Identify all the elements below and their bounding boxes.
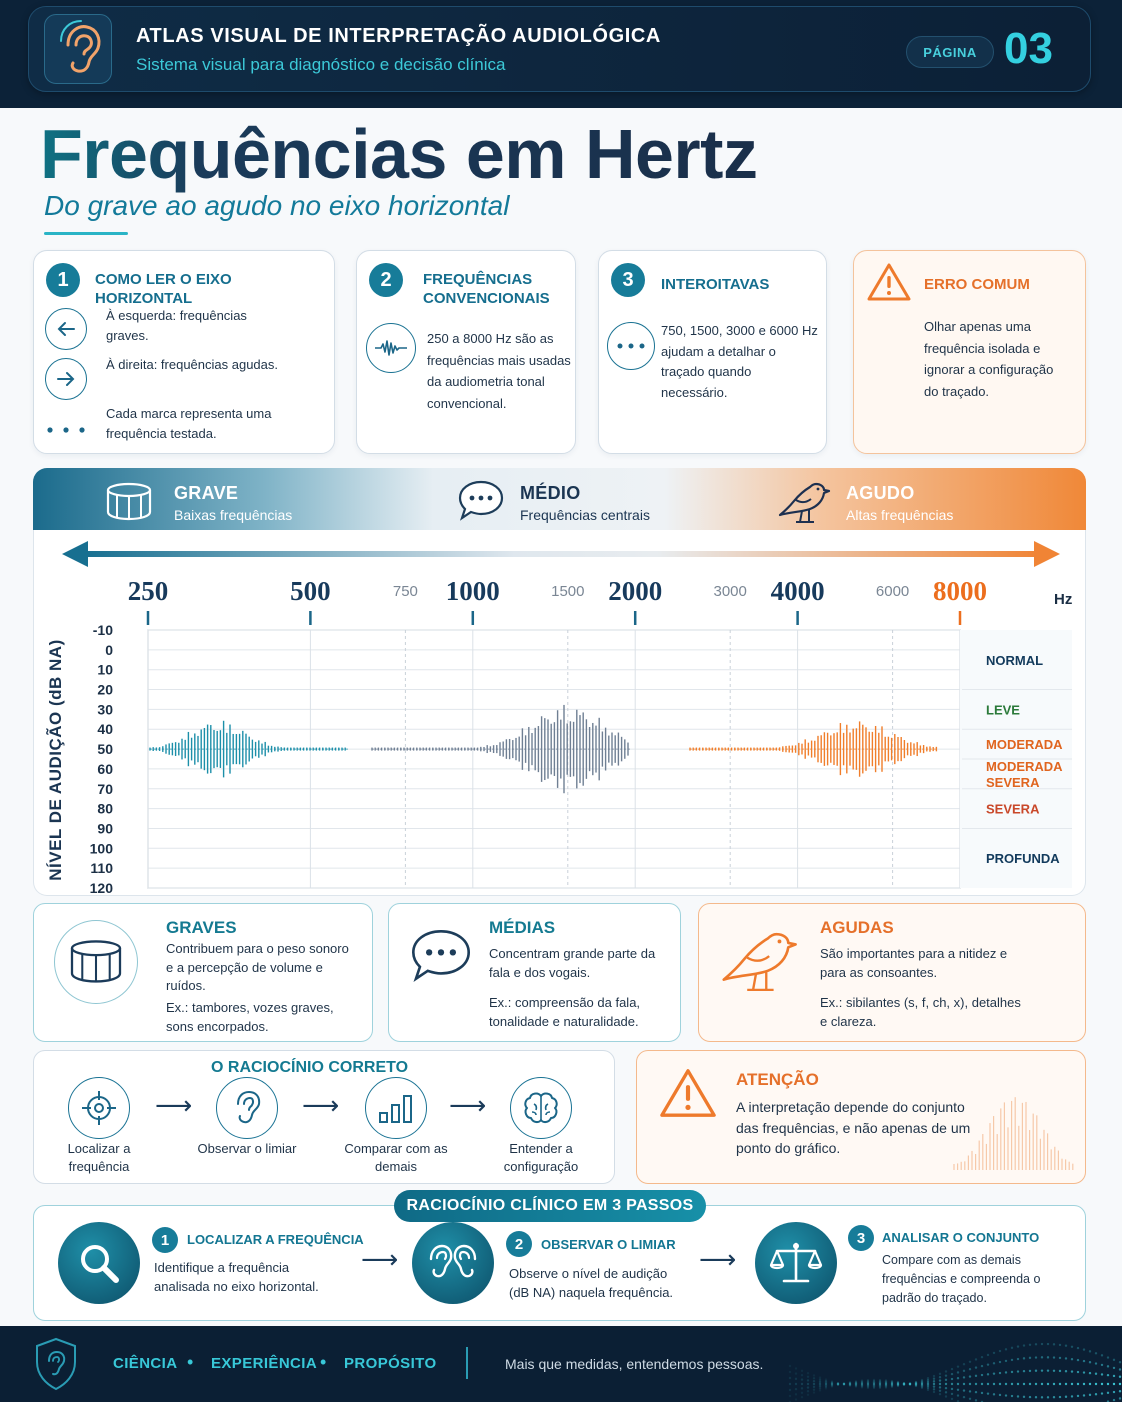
footer-item-ciencia: CIÊNCIA: [113, 1355, 178, 1372]
y-tick-label: 90: [97, 820, 113, 837]
speech-bubble-icon: [408, 926, 474, 989]
ears-icon: [412, 1222, 494, 1304]
three-steps-title: RACIOCÍNIO CLÍNICO EM 3 PASSOS: [394, 1190, 706, 1222]
arrow-right-icon: ⟶: [361, 1244, 399, 1274]
card-1-item-1: À esquerda: frequências graves.: [106, 308, 247, 343]
x-tick-label-interoctave: 1500: [551, 583, 585, 600]
step-1-badge: 1: [152, 1227, 178, 1253]
step-3-badge: 3: [848, 1225, 874, 1251]
card-2-number-badge: 2: [369, 263, 403, 297]
step-1-heading: LOCALIZAR A FREQUÊNCIA: [187, 1232, 364, 1247]
card-2-text: 250 a 8000 Hz são as frequências mais usadas da audiometria tonal convencional.: [427, 331, 571, 411]
y-axis-labels: [90, 622, 114, 896]
severity-band-label: LEVE: [986, 702, 1020, 718]
x-tick-label: 500: [290, 576, 331, 606]
header-title: ATLAS VISUAL DE INTERPRETAÇÃO AUDIOLÓGICA: [136, 25, 661, 47]
arrow-right-icon: ⟶: [155, 1090, 193, 1120]
graves-example: Ex.: tambores, vozes graves, sons encorpados.: [166, 1000, 334, 1034]
x-tick-label-interoctave: 6000: [875, 583, 910, 600]
step-2-text: Observe o nível de audição (dB NA) naquela frequência.: [509, 1266, 674, 1300]
card-1-item-3: Cada marca representa uma frequência testada.: [106, 406, 272, 441]
graves-heading: GRAVES: [166, 918, 237, 937]
warning-icon: [658, 1066, 718, 1125]
bar-chart-icon: [365, 1077, 427, 1139]
x-tick-label-interoctave: 750: [392, 583, 418, 600]
medias-heading: MÉDIAS: [489, 918, 556, 937]
x-tick-label: 8000: [933, 576, 987, 606]
y-tick-label: 100: [89, 840, 113, 857]
footer-tagline: Mais que medidas, entendemos pessoas.: [505, 1356, 764, 1372]
card-2-heading: FREQUÊNCIAS CONVENCIONAIS: [423, 271, 550, 307]
severity-band-label: MODERADA: [986, 737, 1063, 753]
page-number: 03: [1004, 24, 1053, 73]
x-tick-label: 250: [127, 576, 169, 606]
footer-item-proposito: PROPÓSITO: [344, 1355, 437, 1372]
severity-band-label: NORMAL: [986, 652, 1044, 668]
step-3-heading: ANALISAR O CONJUNTO: [882, 1230, 1040, 1245]
arrow-right-icon: ⟶: [302, 1090, 340, 1120]
attention-text: A interpretação depende do conjunto das frequências, e não apenas de um ponto do gráfico.: [736, 1099, 971, 1156]
attention-heading: ATENÇÃO: [736, 1070, 819, 1089]
medias-example: Ex.: compreensão da fala, tonalidade e naturalidade.: [489, 995, 641, 1029]
magnifier-icon: [58, 1222, 140, 1304]
agudas-example: Ex.: sibilantes (s, f, ch, x), detalhes e clareza.: [820, 995, 1021, 1029]
reasoning-step-4: Entender a configuração: [503, 1141, 579, 1174]
reasoning-step-1: Localizar a frequência: [67, 1141, 131, 1174]
footer-separator: •: [187, 1352, 194, 1372]
reasoning-step-3: Comparar com as demais: [344, 1141, 448, 1174]
footer-dots-decoration: [780, 1326, 1122, 1402]
y-tick-label: 20: [97, 681, 113, 698]
page-title: Frequências em Hertz: [40, 115, 758, 193]
step-1-text: Identifique a frequência analisada no eixo horizontal.: [154, 1260, 319, 1294]
x-axis-labels: [128, 576, 987, 625]
band-medio-label: MÉDIO: [520, 483, 581, 503]
card-4-heading: ERRO COMUM: [924, 276, 1030, 293]
severity-band-label: MODERADA SEVERA: [986, 758, 1063, 790]
severity-band-label: SEVERA: [986, 801, 1040, 817]
shield-ear-icon: [33, 1336, 79, 1397]
arrow-right-icon: ⟶: [449, 1090, 487, 1120]
card-4-text: Olhar apenas uma frequência isolada e ignorar a configuração do traçado.: [924, 319, 1054, 399]
ear-icon: [216, 1077, 278, 1139]
band-medio-sub: Frequências centrais: [520, 507, 650, 523]
reasoning-title: O RACIOCÍNIO CORRETO: [211, 1059, 409, 1076]
x-tick-label-interoctave: 3000: [713, 583, 747, 600]
card-1-number-badge: 1: [46, 263, 80, 297]
step-2-heading: OBSERVAR O LIMIAR: [541, 1237, 676, 1252]
y-tick-label: 80: [97, 800, 113, 817]
y-tick-label: 10: [97, 661, 113, 678]
y-tick-label: 60: [97, 760, 113, 777]
footer-separator: •: [320, 1352, 327, 1372]
page-subtitle: Do grave ao agudo no eixo horizontal: [44, 190, 510, 221]
range-arrow: [62, 541, 1060, 567]
medias-text: Concentram grande parte da fala e dos vogais.: [489, 946, 656, 980]
y-tick-label: 50: [97, 741, 113, 758]
drum-icon: [54, 920, 138, 1004]
crosshair-icon: [68, 1077, 130, 1139]
card-1-heading: COMO LER O EIXO HORIZONTAL: [95, 271, 232, 307]
band-agudo-sub: Altas frequências: [846, 507, 954, 523]
arrow-right-icon: ⟶: [699, 1244, 737, 1274]
band-grave-sub: Baixas frequências: [174, 507, 293, 523]
header-subtitle: Sistema visual para diagnóstico e decisão clínica: [136, 55, 506, 74]
x-tick-label: 2000: [608, 576, 663, 606]
footer-divider: [466, 1347, 468, 1379]
x-unit: Hz: [1054, 591, 1073, 608]
reasoning-step-2: Observar o limiar: [197, 1141, 297, 1156]
x-tick-label: 4000: [770, 576, 825, 606]
band-grave-label: GRAVE: [174, 483, 239, 503]
card-3-text: 750, 1500, 3000 e 6000 Hz ajudam a detalhar o traçado quando necessário.: [661, 323, 818, 400]
y-tick-label: 0: [105, 641, 113, 658]
y-tick-label: 110: [90, 860, 113, 877]
scales-icon: [755, 1222, 837, 1304]
agudas-text: São importantes para a nitidez e para as consoantes.: [820, 946, 1008, 980]
y-tick-label: -10: [92, 622, 113, 638]
card-1-item-2: À direita: frequências agudas.: [106, 357, 278, 372]
y-tick-label: 120: [89, 880, 113, 896]
y-tick-label: 30: [97, 701, 113, 718]
y-tick-label: 40: [97, 721, 113, 738]
step-3-text: Compare com as demais frequências e compreenda o padrão do traçado.: [882, 1253, 1041, 1305]
brain-icon: [510, 1077, 572, 1139]
band-agudo-label: AGUDO: [846, 483, 915, 503]
agudas-heading: AGUDAS: [820, 918, 894, 937]
bird-icon: [712, 924, 800, 1005]
y-tick-label: 70: [97, 780, 113, 797]
footer-item-experiencia: EXPERIÊNCIA: [211, 1355, 318, 1372]
y-axis-label: NÍVEL DE AUDIÇÃO (dB NA): [46, 639, 65, 881]
card-3-heading: INTEROITAVAS: [661, 276, 770, 293]
severity-bands: [960, 630, 1072, 888]
severity-band-label: PROFUNDA: [986, 851, 1060, 867]
step-2-badge: 2: [506, 1231, 532, 1257]
graves-text: Contribuem para o peso sonoro e a percepção de volume e ruídos.: [166, 941, 349, 993]
page-label: PÁGINA: [906, 36, 994, 68]
card-3-number-badge: 3: [611, 263, 645, 297]
x-tick-label: 1000: [445, 576, 500, 606]
